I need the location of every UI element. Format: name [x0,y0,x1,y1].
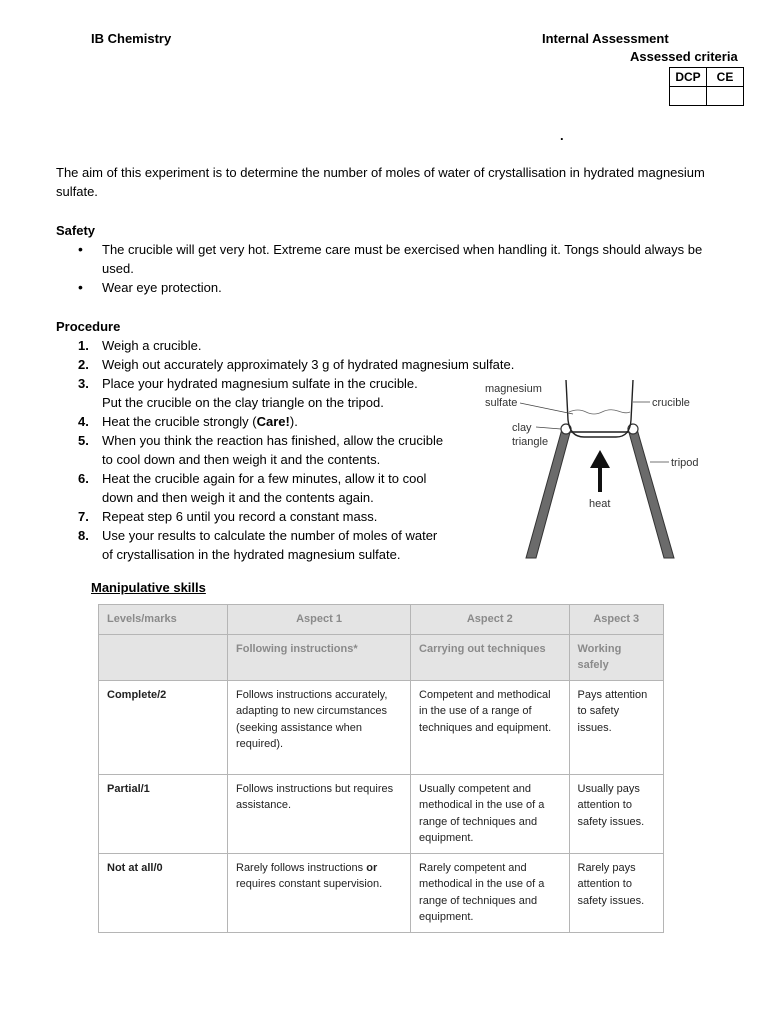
heat-arrow-head [590,450,610,468]
procedure-step: 4. Heat the crucible strongly (Care!). [78,414,298,429]
cell-aspect-3: Pays attention to safety issues. [569,680,664,774]
label-magnesium: magnesium [485,383,542,395]
label-clay: clay [512,422,532,434]
level-label: Partial/1 [99,774,228,853]
safety-list [56,240,736,297]
label-heat: heat [589,498,611,510]
table-row [99,774,664,853]
procedure-step: 6. Heat the crucible again for a few minutes, allow it to cool down and then weigh it and the contents again. [78,471,427,505]
criteria-label: Assessed criteria [630,49,738,64]
label-sulfate: sulfate [485,397,518,409]
safety-item: • The crucible will get very hot. Extreme care must be exercised when handling it. Tongs should always be used. [56,240,736,278]
cell-aspect-2: Competent and methodical in the use of a range of techniques and equipment. [411,680,569,774]
magnesium-sulfate-surface [569,410,630,414]
table-subheader-row [99,634,664,680]
skills-title: Manipulative skills [91,580,206,595]
table-header-row [99,605,664,635]
header-levels: Levels/marks [99,605,228,635]
skills-table [98,604,664,933]
label-triangle: triangle [512,436,549,448]
procedure-step: 7. Repeat step 6 until you record a constant mass. [78,509,378,524]
stray-dot: . [560,128,564,143]
cell-aspect-3: Rarely pays attention to safety issues. [569,853,664,932]
cell-aspect-3: Usually pays attention to safety issues. [569,774,664,853]
criteria-ce-score[interactable] [707,87,744,106]
procedure-step: 2. Weigh out accurately approximately 3 g of hydrated magnesium sulfate. [78,357,515,372]
header-aspect-3: Aspect 3 [569,605,664,635]
subject-title: IB Chemistry [91,31,172,46]
apparatus-diagram [478,374,728,564]
safety-title: Safety [56,223,96,238]
criteria-table [669,67,744,106]
subheader-aspect-2: Carrying out techniques [411,634,569,680]
cell-aspect-2: Rarely competent and methodical in the use of a range of techniques and equipment. [411,853,569,932]
level-label: Complete/2 [99,680,228,774]
label-tripod: tripod [671,457,699,469]
criteria-dcp-score[interactable] [670,87,707,106]
label-crucible: crucible [652,397,690,409]
tripod-right-leg [628,429,674,558]
subheader-aspect-3: Working safely [569,634,664,680]
subheader-aspect-1: Following instructions* [228,634,411,680]
procedure-title: Procedure [56,319,121,334]
cell-aspect-1: Rarely follows instructions or requires constant supervision. [228,853,411,932]
cell-aspect-1: Follows instructions but requires assistance. [228,774,411,853]
procedure-step: 5. When you think the reaction has finished, allow the crucible to cool down and then weigh it and the contents. [78,433,444,467]
level-label: Not at all/0 [99,853,228,932]
aim-text: The aim of this experiment is to determine the number of moles of water of crystallisation in hydrated magnesium sulfate. [56,165,705,199]
cell-aspect-1: Follows instructions accurately, adapting to new circumstances (seeking assistance when required). [228,680,411,774]
criteria-ce: CE [707,68,744,87]
tripod-left-leg [526,429,571,558]
safety-item: • Wear eye protection. [56,278,736,297]
procedure-step: 1. Weigh a crucible. [78,338,202,353]
table-row [99,853,664,932]
cell-aspect-2: Usually competent and methodical in the use of a range of techniques and equipment. [411,774,569,853]
table-row [99,680,664,774]
header-aspect-2: Aspect 2 [411,605,569,635]
crucible [566,380,633,437]
procedure-step: 3. Place your hydrated magnesium sulfate in the crucible. Put the crucible on the clay triangle on the tripod. [78,376,418,410]
criteria-dcp: DCP [670,68,707,87]
procedure-list [56,336,514,564]
header-aspect-1: Aspect 1 [228,605,411,635]
assessment-title: Internal Assessment [542,31,669,46]
procedure-step: 8. Use your results to calculate the number of moles of water of crystallisation in the hydrated magnesium sulfate. [78,528,438,562]
